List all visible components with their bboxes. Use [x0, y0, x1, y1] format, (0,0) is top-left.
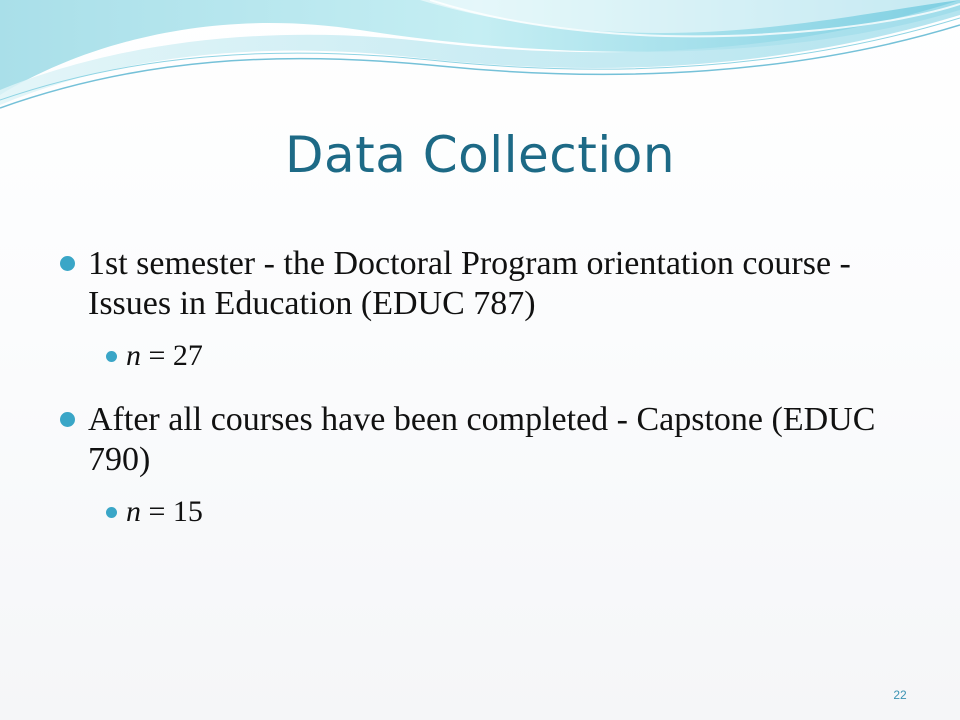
slide-title: Data Collection	[284, 126, 676, 184]
bullet-list	[58, 244, 908, 556]
sample-size-value: = 15	[141, 495, 203, 528]
sub-bullet-dot-icon	[106, 351, 117, 362]
bullet-item-first-semester	[58, 244, 908, 324]
bullet-dot-icon	[60, 256, 75, 271]
sub-bullet-item-n27	[104, 338, 908, 374]
header-wave-decoration	[0, 0, 960, 130]
bullet-text: 1st semester - the Doctoral Program orientation course - Issues in Education (EDUC 787)	[88, 245, 851, 322]
bullet-text: After all courses have been completed - Capstone (EDUC 790)	[88, 401, 876, 478]
sub-bullet-dot-icon	[106, 507, 117, 518]
bullet-dot-icon	[60, 412, 75, 427]
sample-size-value: = 27	[141, 339, 203, 372]
bullet-item-capstone	[58, 400, 908, 480]
sample-size-variable: n	[126, 339, 141, 372]
sample-size-variable: n	[126, 495, 141, 528]
page-number: 22	[893, 688, 907, 702]
sub-bullet-item-n15	[104, 494, 908, 530]
